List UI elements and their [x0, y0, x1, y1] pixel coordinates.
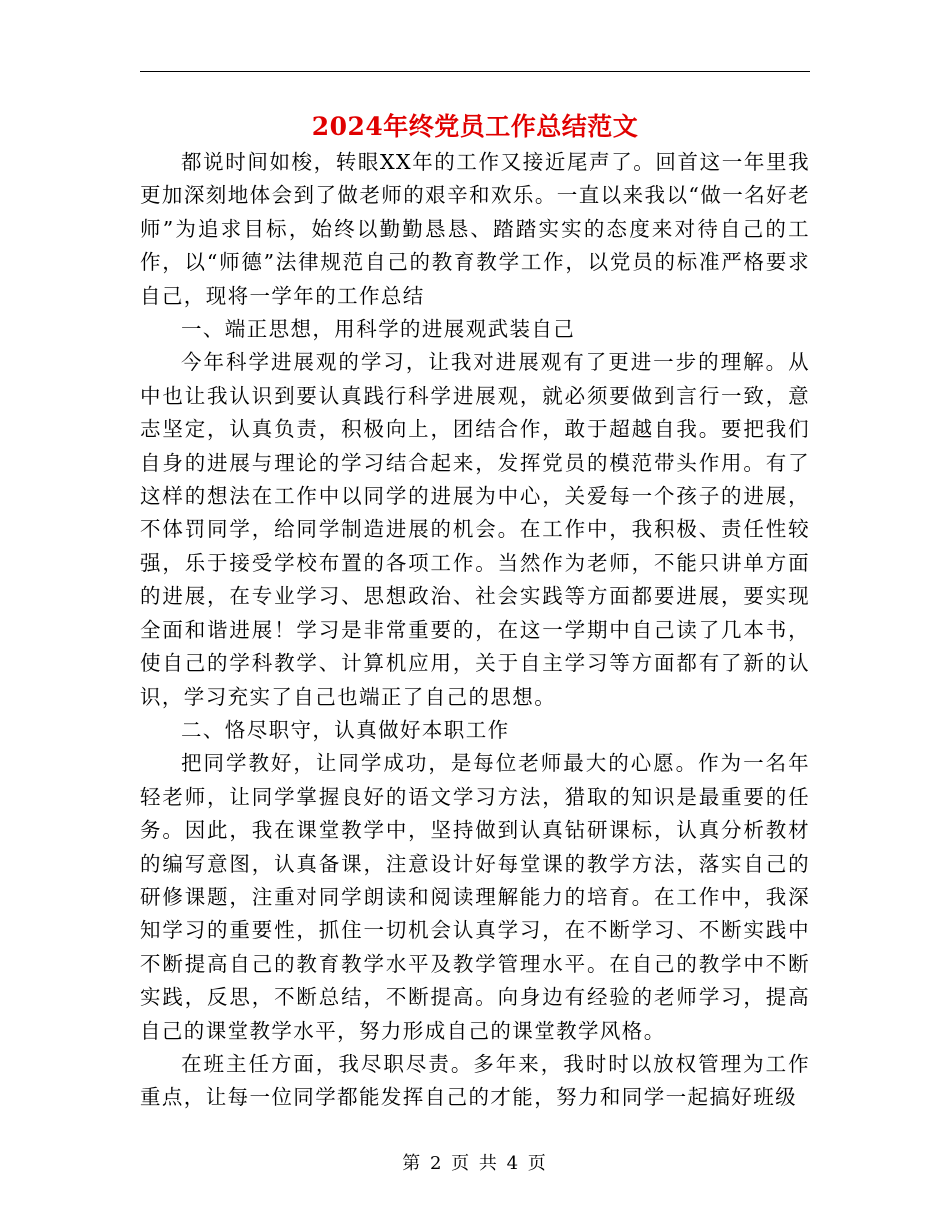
paragraph-section-1: 今年科学进展观的学习，让我对进展观有了更进一步的理解。从中也让我认识到要认真践行科学进展观，就必须要做到言行一致，意志坚定，认真负责，积极向上，团结合作，敢于超越自我。要把我们自身的进展与理论的学习结合起来，发挥党员的模范带头作用。有了这样的想法在工作中以同学的进展为中心，关爱每一个孩子的进展，不体罚同学，给同学制造进展的机会。在工作中，我积极、责任性较强，乐于接受学校布置的各项工作。当然作为老师，不能只讲单方面的进展，在专业学习、思想政治、社会实践等方面都要进展，要实现全面和谐进展！学习是非常重要的，在这一学期中自己读了几本书，使自己的学科教学、计算机应用，关于自主学习等方面都有了新的认识，学习充实了自己也端正了自己的思想。 [140, 350, 810, 709]
section-heading-1: 一、端正思想，用科学的进展观武装自己 [181, 317, 576, 342]
paragraph-section-2: 把同学教好，让同学成功，是每位老师最大的心愿。作为一名年轻老师，让同学掌握良好的语文学习方法，猎取的知识是最重要的任务。因此，我在课堂教学中，坚持做到认真钻研课标，认真分析教材的编写意图，认真备课，注意设计好每堂课的教学方法，落实自己的研修课题，注重对同学朗读和阅读理解能力的培育。在工作中，我深知学习的重要性，抓住一切机会认真学习，在不断学习、不断实践中不断提高自己的教育教学水平及教学管理水平。在自己的教学中不断实践，反思，不断总结，不断提高。向身边有经验的老师学习，提高自己的课堂教学水平，努力形成自己的课堂教学风格。 [140, 751, 810, 1043]
document-title: 2024年终党员工作总结范文 [311, 112, 639, 141]
header-rule [140, 71, 810, 72]
document-body [140, 146, 810, 1115]
paragraph-intro: 都说时间如梭，转眼XX年的工作又接近尾声了。回首这一年里我更加深刻地体会到了做老师的艰辛和欢乐。一直以来我以“做一名好老师”为追求目标，始终以勤勤恳恳、踏踏实实的态度来对待自己的工作，以“师德”法律规范自己的教育教学工作，以党员的标准严格要求自己，现将一学年的工作总结 [140, 150, 810, 308]
paragraph-class-teacher: 在班主任方面，我尽职尽责。多年来，我时时以放权管理为工作重点，让每一位同学都能发挥自己的才能，努力和同学一起搞好班级 [140, 1051, 810, 1110]
page-number-footer: 第 2 页 共 4 页 [402, 1153, 548, 1174]
section-heading-2: 二、恪尽职守，认真做好本职工作 [181, 717, 510, 742]
